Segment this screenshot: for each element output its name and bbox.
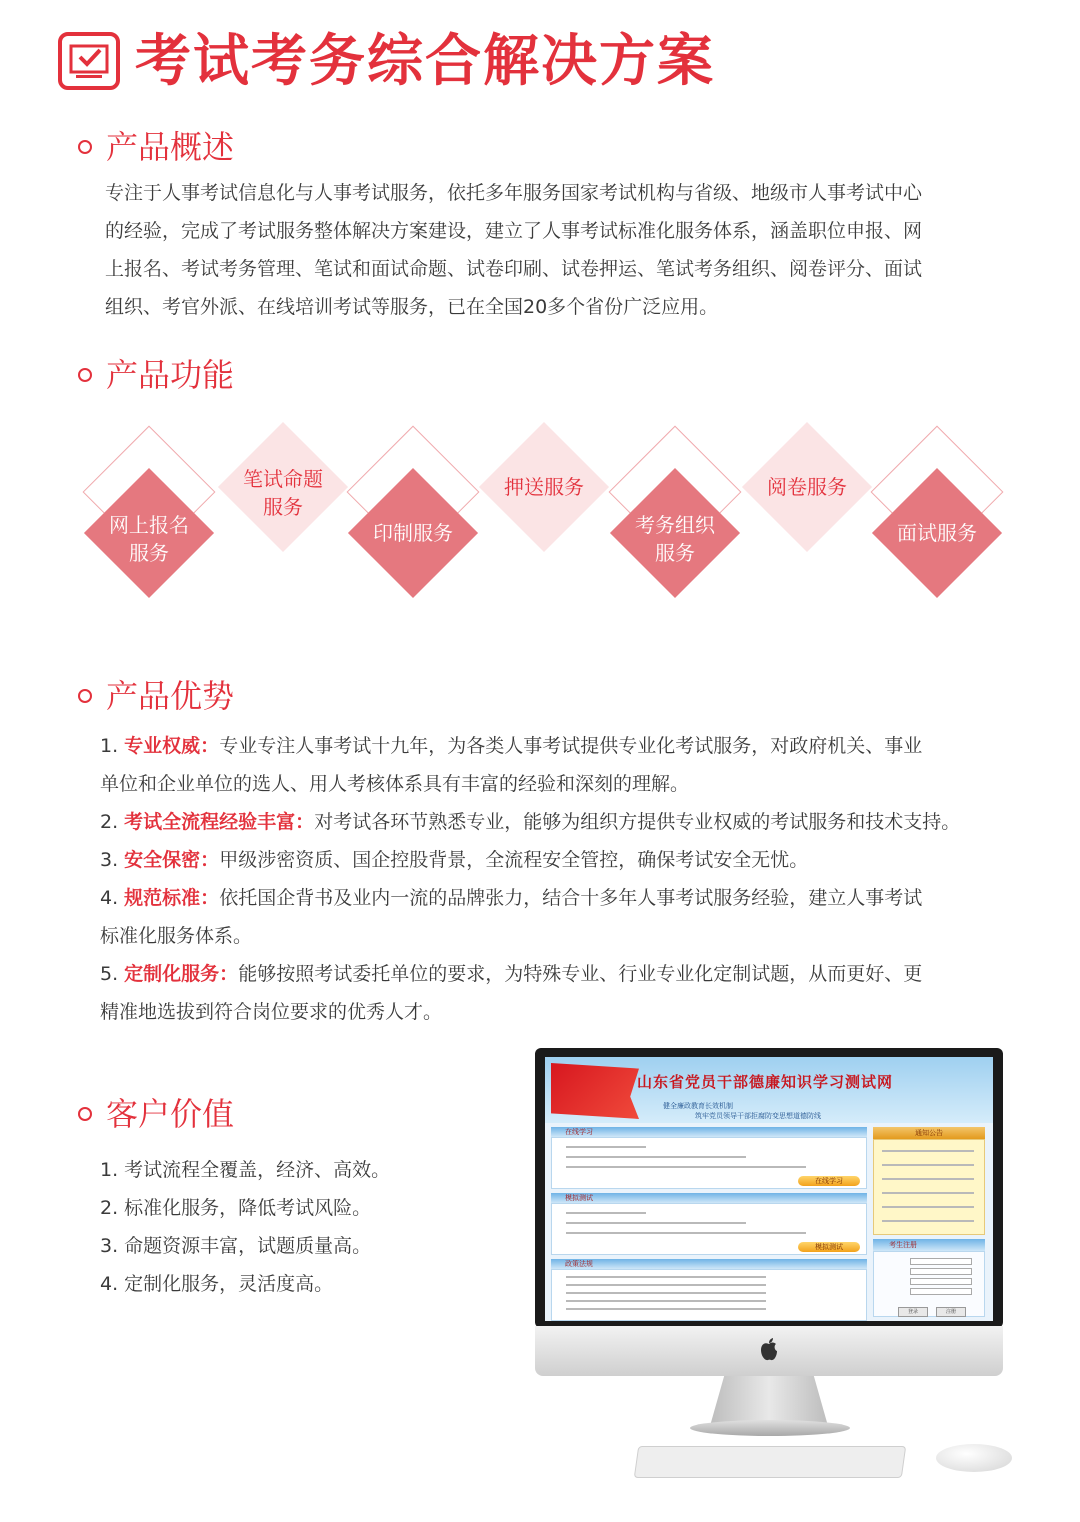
register-header: 考生注册: [873, 1239, 985, 1251]
advantage-text: 对考试各环节熟悉专业，能够为组织方提供专业权威的考试服务和技术支持。: [314, 811, 961, 833]
advantages-list: [100, 727, 1000, 1031]
text-line: [566, 1212, 646, 1214]
advantage-item: [100, 879, 1000, 917]
text-line: [566, 1292, 766, 1294]
advantage-text: 专业专注人事考试十九年，为各类人事考试提供专业化考试服务，对政府机关、事业: [219, 735, 923, 757]
advantage-key: 考试全流程经验丰富：: [124, 811, 315, 833]
text-line: [566, 1308, 766, 1310]
text-line: [566, 1232, 806, 1234]
function-label-line: 网上报名: [109, 513, 189, 537]
monitor-base: [690, 1420, 850, 1436]
id-input[interactable]: [910, 1268, 972, 1275]
function-label-line: 笔试命题: [243, 467, 323, 491]
login-button[interactable]: 登录: [898, 1307, 928, 1317]
function-label-line: 面试服务: [897, 521, 977, 545]
advantage-num: 2.: [100, 811, 125, 833]
function-label: [625, 511, 725, 567]
ring-bullet-icon: [78, 1107, 92, 1121]
value-item: 4. 定制化服务，灵活度高。: [100, 1273, 334, 1295]
text-line: [882, 1178, 974, 1180]
overview-line: 的经验，完成了考试服务整体解决方案建设，建立了人事考试标准化服务体系，涵盖职位申报、网: [105, 220, 923, 242]
register-button[interactable]: 注册: [936, 1307, 966, 1317]
value-item: 1. 考试流程全覆盖，经济、高效。: [100, 1159, 391, 1181]
mouse-icon: [936, 1444, 1012, 1472]
keyboard-icon: [634, 1446, 906, 1478]
function-label: [887, 519, 987, 547]
function-label-line: 考务组织: [635, 513, 715, 537]
apple-icon: [759, 1338, 779, 1362]
text-line: [882, 1220, 974, 1222]
advantage-key: 定制化服务：: [124, 963, 239, 985]
advantage-item: [100, 841, 1000, 879]
advantage-cont: 标准化服务体系。: [100, 925, 253, 947]
panel-mock: [551, 1203, 867, 1255]
advantage-item: [100, 955, 1000, 993]
notice-header: 通知公告: [873, 1127, 985, 1139]
site-subtitle: 筑牢党员领导干部拒腐防变思想道德防线: [695, 1112, 821, 1120]
advantage-key: 专业权威：: [124, 735, 220, 757]
value-item: 2. 标准化服务，降低考试风险。: [100, 1197, 372, 1219]
ring-bullet-icon: [78, 368, 92, 382]
site-banner: [545, 1057, 993, 1123]
mock-test-button[interactable]: 模拟测试: [798, 1242, 860, 1252]
advantage-text: 能够按照考试委托单位的要求，为特殊专业、行业专业化定制试题，从而更好、更: [238, 963, 923, 985]
advantage-item: [100, 727, 1000, 765]
value-heading: [78, 1094, 234, 1134]
panel-policy: [551, 1269, 867, 1321]
name-input[interactable]: [910, 1258, 972, 1265]
overview-heading: [78, 127, 234, 167]
value-heading-text: 客户价值: [106, 1095, 235, 1133]
text-line: [882, 1150, 974, 1152]
function-label-line: 服务: [263, 495, 303, 519]
notice-panel: [873, 1139, 985, 1235]
advantage-num: 4.: [100, 887, 125, 909]
panel-header-policy: 政策法规: [551, 1259, 867, 1269]
overview-line: 专注于人事考试信息化与人事考试服务，依托多年服务国家考试机构与省级、地级市人事考试中心: [105, 182, 923, 204]
function-label: [494, 473, 594, 501]
ring-bullet-icon: [78, 140, 92, 154]
advantage-num: 5.: [100, 963, 125, 985]
online-study-button[interactable]: 在线学习: [798, 1176, 860, 1186]
advantage-key: 规范标准：: [124, 887, 220, 909]
function-label: [99, 511, 199, 567]
advantage-num: 1.: [100, 735, 125, 757]
value-list: [100, 1151, 520, 1303]
function-label-line: 印制服务: [373, 521, 453, 545]
monitor-chin: [535, 1326, 1003, 1376]
page-title: 考试考务综合解决方案: [135, 29, 715, 94]
text-line: [566, 1222, 746, 1224]
monitor-screen: [545, 1057, 993, 1321]
register-panel: [873, 1251, 985, 1317]
text-line: [566, 1146, 646, 1148]
advantage-text: 依托国企背书及业内一流的品牌张力，结合十多年人事考试服务经验，建立人事考试: [219, 887, 923, 909]
site-subtitle: 健全廉政教育长效机制: [663, 1102, 733, 1110]
password-input[interactable]: [910, 1278, 972, 1285]
overview-text: [105, 174, 1000, 326]
functions-heading: [78, 355, 234, 395]
text-line: [566, 1166, 806, 1168]
function-label: [233, 465, 333, 521]
value-item: 3. 命题资源丰富，试题质量高。: [100, 1235, 372, 1257]
panel-header-mock: 模拟测试: [551, 1193, 867, 1203]
functions-heading-text: 产品功能: [106, 356, 235, 394]
text-line: [882, 1164, 974, 1166]
function-label: [363, 519, 463, 547]
overview-line: 上报名、考试考务管理、笔试和面试命题、试卷印刷、试卷押运、笔试考务组织、阅卷评分、面试: [105, 258, 923, 280]
monitor-stand: [710, 1376, 828, 1426]
text-line: [566, 1156, 746, 1158]
advantage-item: [100, 803, 1000, 841]
captcha-input[interactable]: [910, 1288, 972, 1295]
text-line: [566, 1284, 766, 1286]
overview-heading-text: 产品概述: [106, 128, 235, 166]
flag-icon: [551, 1063, 639, 1119]
text-line: [882, 1192, 974, 1194]
advantage-key: 安全保密：: [124, 849, 220, 871]
advantages-heading-text: 产品优势: [106, 677, 235, 715]
function-label-line: 阅卷服务: [767, 475, 847, 499]
function-label-line: 服务: [655, 541, 695, 565]
advantage-num: 3.: [100, 849, 125, 871]
panel-header-online: 在线学习: [551, 1127, 867, 1137]
text-line: [566, 1300, 766, 1302]
text-line: [882, 1206, 974, 1208]
text-line: [566, 1276, 766, 1278]
function-label: [757, 473, 857, 501]
panel-online: [551, 1137, 867, 1189]
advantage-cont: 单位和企业单位的选人、用人考核体系具有丰富的经验和深刻的理解。: [100, 773, 690, 795]
advantage-text: 甲级涉密资质、国企控股背景，全流程安全管控，确保考试安全无忧。: [219, 849, 809, 871]
logo-icon: [58, 32, 120, 90]
advantages-heading: [78, 676, 234, 716]
function-label-line: 押送服务: [504, 475, 584, 499]
function-label-line: 服务: [129, 541, 169, 565]
site-title: 山东省党员干部德廉知识学习测试网: [637, 1073, 894, 1091]
ring-bullet-icon: [78, 689, 92, 703]
overview-line: 组织、考官外派、在线培训考试等服务，已在全国20多个省份广泛应用。: [105, 296, 719, 318]
advantage-cont: 精准地选拔到符合岗位要求的优秀人才。: [100, 1001, 443, 1023]
